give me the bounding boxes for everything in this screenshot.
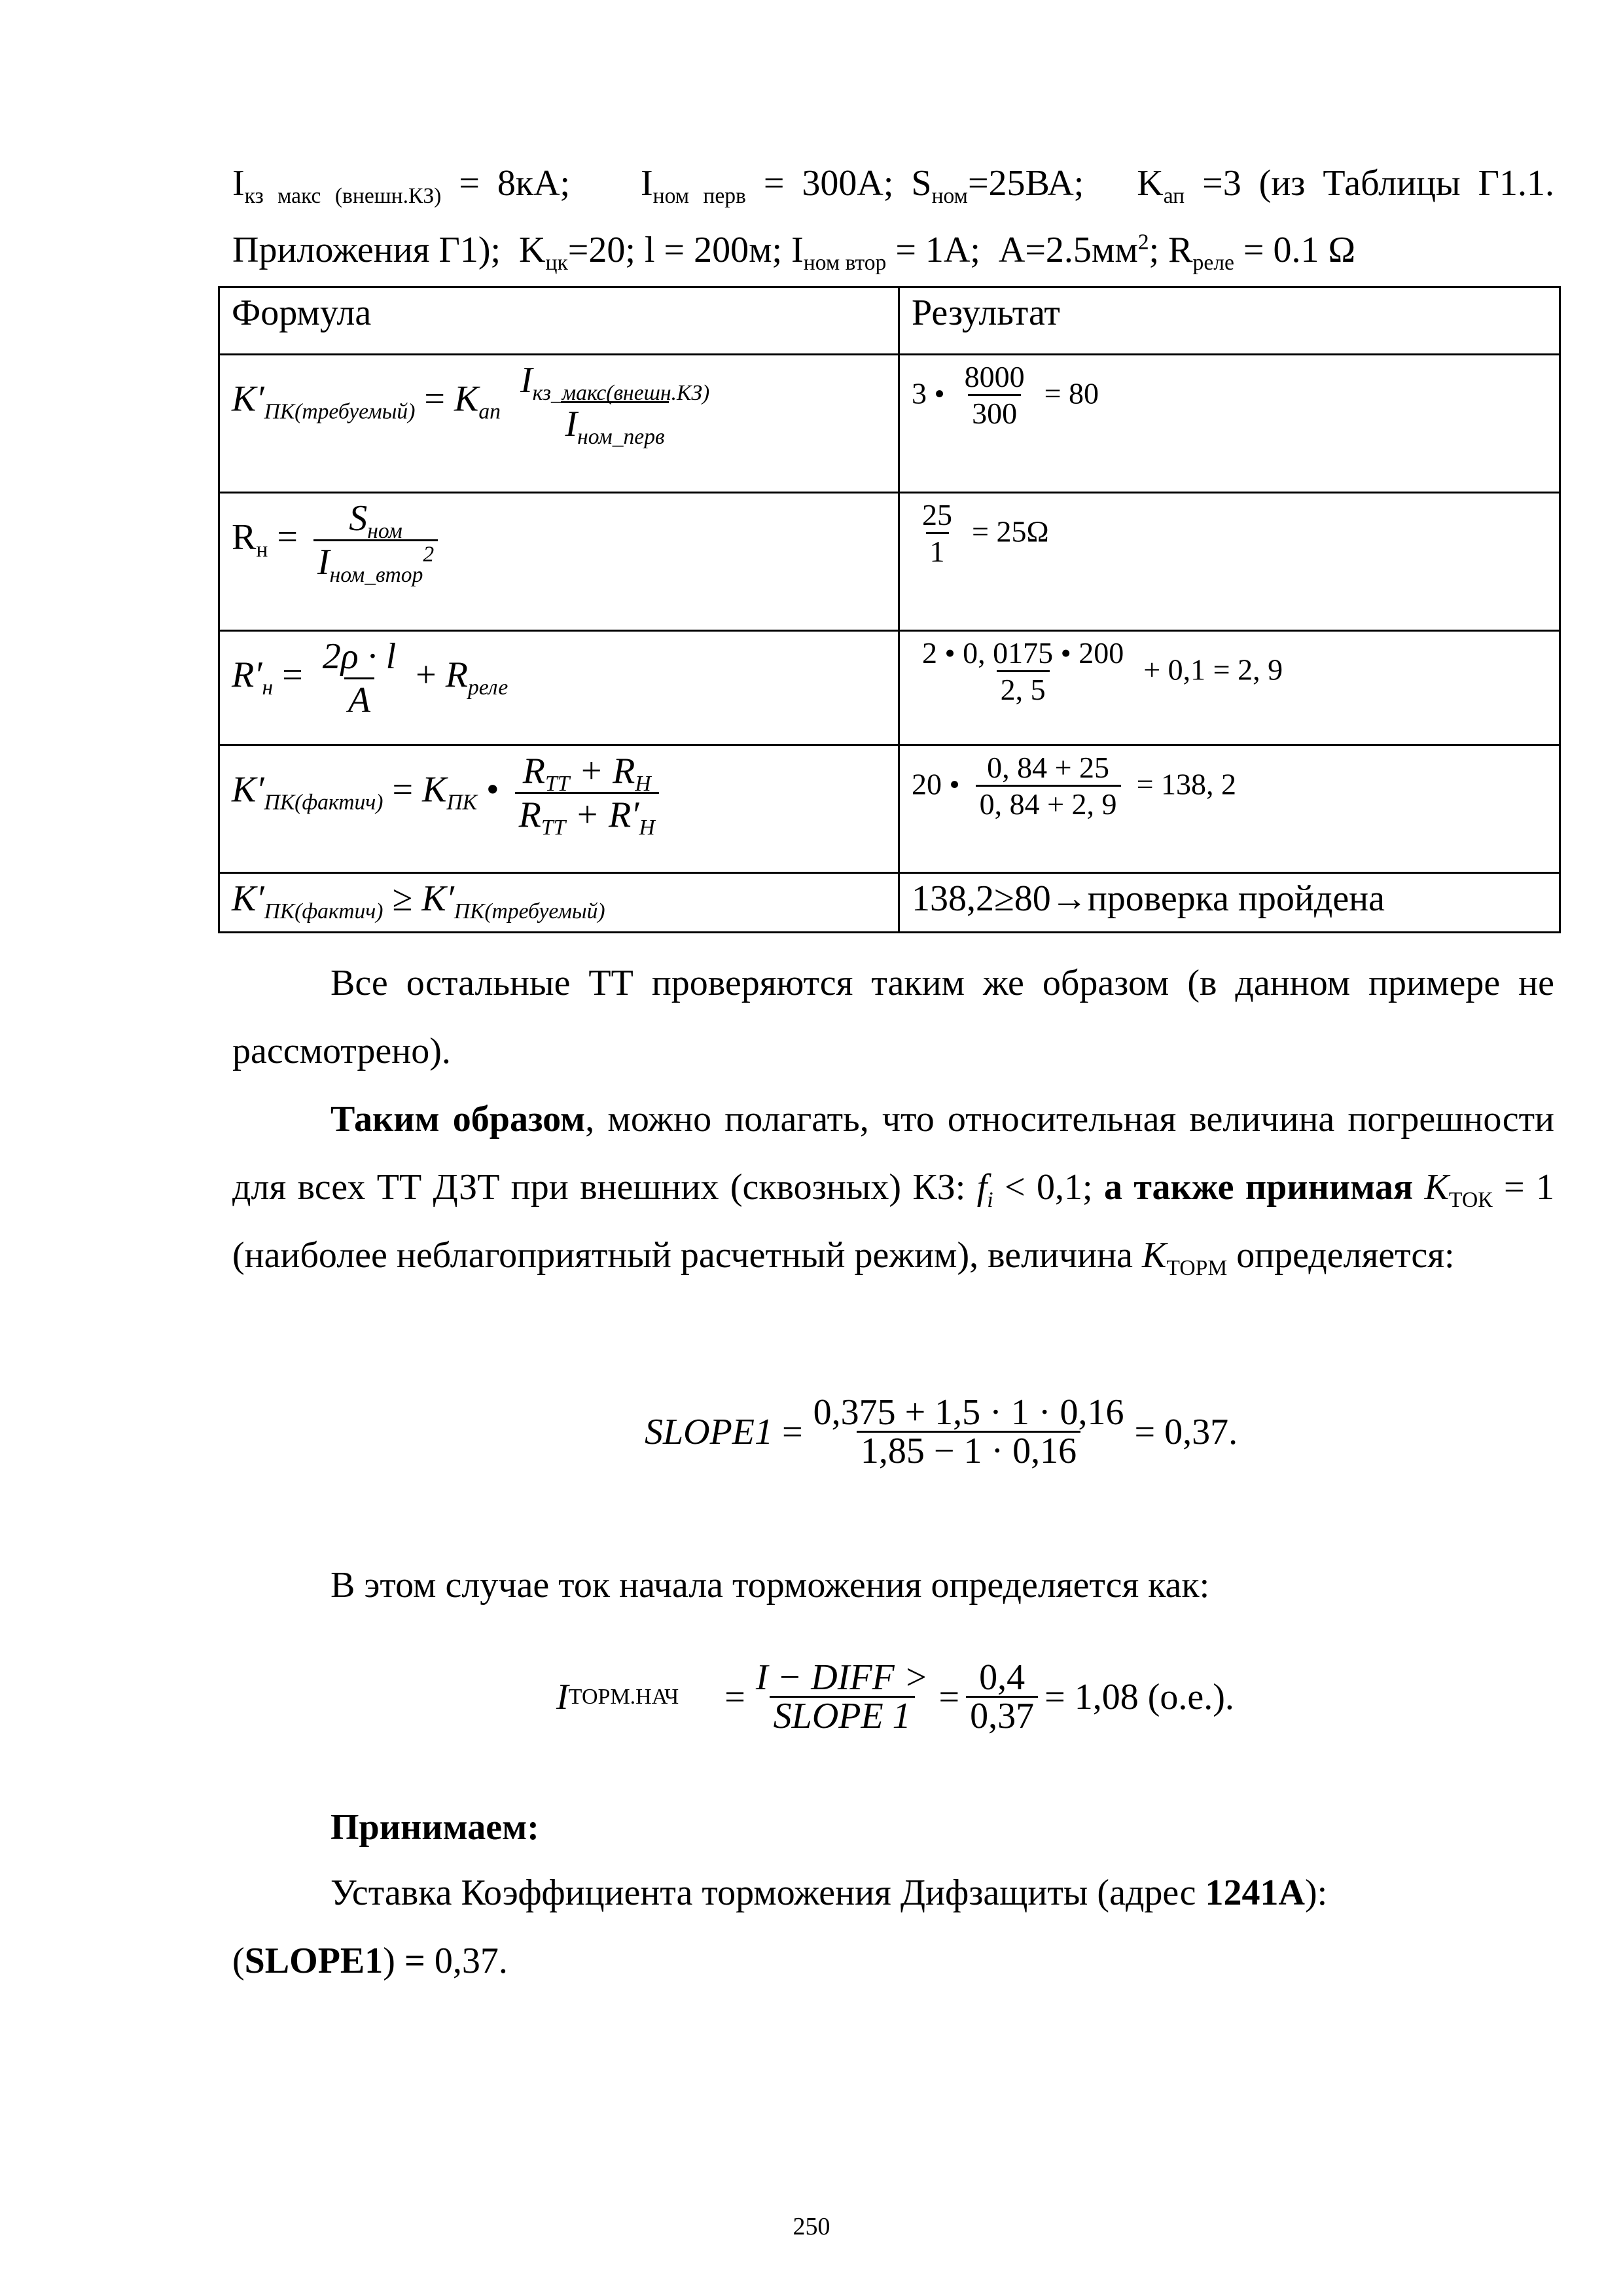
itorm-numerator-1: I − DIFF > xyxy=(755,1657,929,1698)
paragraph-other-ct: Все остальные ТТ проверяются таким же образом (в данном примере не рассмотрено). xyxy=(232,963,1554,1071)
paragraph-text-2: (наиболее неблагоприятный расчетный режим), величина xyxy=(232,1235,1133,1276)
paragraph-text: , можно полагать, что относительная величина погрешности для всех ТТ ДЗТ при внешних (сквозных) КЗ: xyxy=(232,1099,1555,1208)
formula-cell-1: $K'_{ПК(требуемый)} = K_{ап}$ $\frac{I_{кз\_макс(внешн.КЗ)}}{I_{ном\_перв}}$ xyxy=(219,355,899,493)
formula-cell-2: $R_н$ = $\frac{S_{ном}}{I_{ном\_втор}^2}$ xyxy=(219,493,899,631)
result-cell-4: 20 • $\frac{0, 84 + 25}{0, 84 + 2, 9}$ = 138, 2 xyxy=(899,745,1560,873)
error-condition: $f_i$ xyxy=(976,1167,993,1213)
table-row xyxy=(219,631,1560,745)
setting-name: SLOPE1 xyxy=(244,1941,383,1981)
setting-address: 1241А xyxy=(1205,1873,1305,1913)
bold-phrase: Таким образом xyxy=(330,1099,586,1139)
itorm-denominator-2: 0,37 xyxy=(966,1696,1038,1734)
formula-cell-4: $K'_{ПК(фактич)} = K_{ПК}$ • $\frac{R_{ТТ} + R_Н}{R_{ТТ} + R'_Н}$ xyxy=(219,745,899,873)
table-row xyxy=(219,355,1560,493)
itorm-formula: I ТОРМ.НАЧ = $\frac{\text{I − DIFF >}}{\text{SLOPE 1}}$ = $\frac{0,4}{0,37}$ = 1,08 (о.е.). xyxy=(556,1657,1234,1736)
setting-text-end: ): xyxy=(1305,1873,1328,1913)
itorm-numerator-2: 0,4 xyxy=(979,1657,1026,1698)
setting-text: Уставка Коэффициента торможения Дифзащиты (адрес xyxy=(330,1873,1196,1913)
table-row xyxy=(219,745,1560,873)
formula-cell-5: $K'_{ПК(фактич)} \ge K'_{ПК(требуемый)}$ xyxy=(219,873,899,933)
table-row xyxy=(219,873,1560,933)
slope-result: = 0,37. xyxy=(1134,1411,1238,1452)
formula-cell-3: $R'_н$ = $\frac{2\rho \cdot l}{A}$ + $R_{реле}$ xyxy=(219,631,899,745)
itorm-result: = 1,08 (о.е.). xyxy=(1044,1676,1234,1717)
itorm-denominator-1: SLOPE 1 xyxy=(770,1696,915,1734)
paragraph-braking-start: В этом случае ток начала торможения определяется как: xyxy=(330,1565,1210,1605)
header-formula: Формула xyxy=(219,287,899,355)
slope-lhs: SLOPE1 xyxy=(645,1411,773,1452)
result-cell-2: $\frac{25}{1}$ = 25Ω xyxy=(899,493,1560,631)
setting-paragraph: Уставка Коэффициента торможения Дифзащиты (адрес 1241А): (SLOPE1) = 0,37. xyxy=(232,1873,1328,1981)
paragraph-conclusion: Таким образом, можно полагать, что относительная величина погрешности для всех ТТ ДЗТ при внешних (сквозных) КЗ: $f_i < 0,1$; а также принимая $K_{ТОК} = 1$ (наиболее неблагоприятный расчетный режим), величина $K_{ТОРМ}$ определяется: xyxy=(232,1099,1555,1281)
table-row xyxy=(219,493,1560,631)
result-cell-5: 138,2≥80→проверка пройдена xyxy=(899,873,1560,933)
parameters-line-2: Приложения Г1); $K_{цк}=20$; l = 200м; $I_{ном втор} = 1А$; $А=2.5мм^2$; $R_{реле} = 0.1$ Ω xyxy=(232,230,1356,276)
slope-numerator: 0,375 + 1,5 · 1 · 0,16 xyxy=(813,1392,1124,1433)
calculation-table xyxy=(218,286,1561,933)
k-tok-symbol: $K_{ТОК}$ xyxy=(1424,1167,1493,1213)
table-header-row xyxy=(219,287,1560,355)
result-cell-1: 3 • $\frac{8000}{300}$ = 80 xyxy=(899,355,1560,493)
bold-phrase-2: а также принимая xyxy=(1103,1167,1414,1208)
page-number: 250 xyxy=(793,2213,830,2240)
accept-heading-text: Принимаем: xyxy=(330,1807,539,1848)
slope-denominator: 1,85 − 1 · 0,16 xyxy=(857,1431,1080,1469)
header-result: Результат xyxy=(899,287,1560,355)
accept-heading xyxy=(232,1793,1554,1861)
k-torm-symbol: $K_{ТОРМ}$ xyxy=(1141,1235,1228,1281)
parameters-line-1: $I_{кз макс (внешн.КЗ)} = 8кА$; $I_{ном перв} = 300А$; $S_{ном}=25ВА$; $K_{ап} =3$ (из Таблицы Г1.1. xyxy=(232,163,1555,209)
paragraph-text-3: определяется: xyxy=(1236,1235,1455,1276)
slope1-formula: SLOPE1 = $\frac{0,375 + 1,5 \cdot 1 \cdot 0,16}{1,85 - 1 \cdot 0,16}$ = 0,37. xyxy=(645,1392,1238,1471)
itorm-lhs: I xyxy=(556,1676,569,1717)
result-cell-3: $\frac{2 • 0, 0175 • 200}{2, 5}$ + 0,1 = 2, 9 xyxy=(899,631,1560,745)
